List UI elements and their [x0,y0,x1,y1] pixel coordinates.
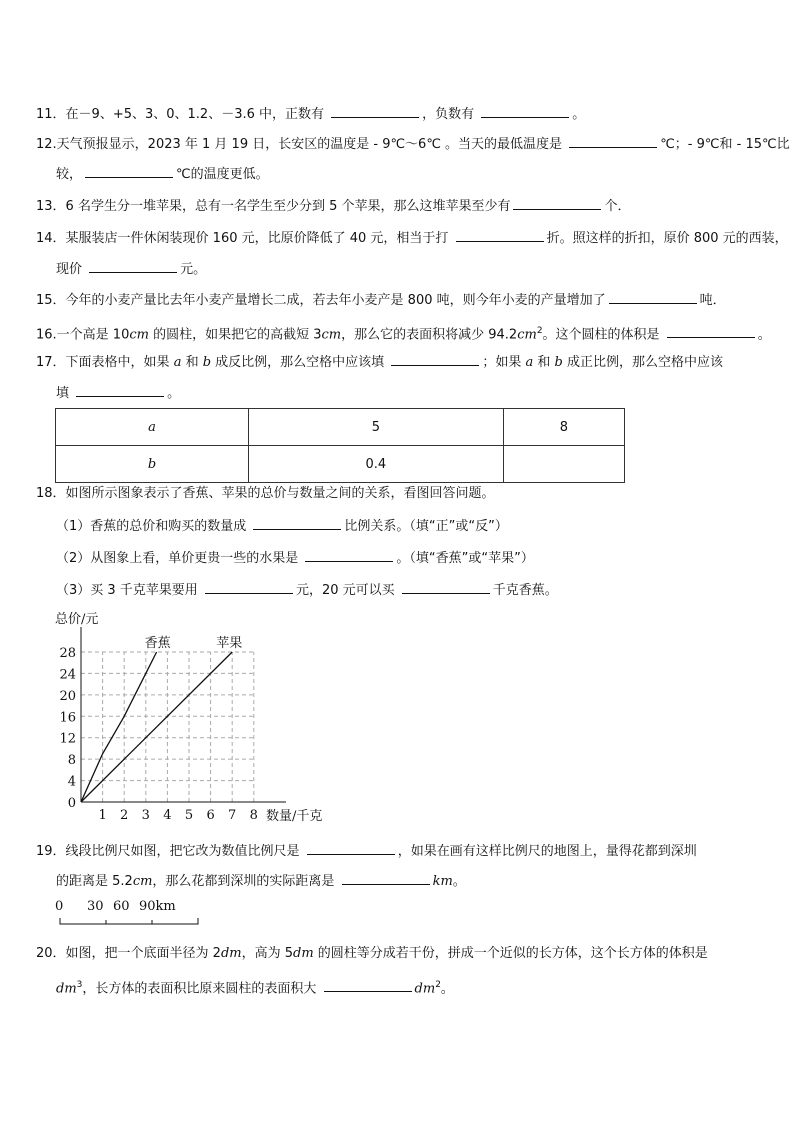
math-variable: cm [517,327,537,343]
question-text: 。（填“香蕉”或“苹果”） [396,551,534,566]
answer-blank[interactable] [481,104,569,118]
math-variable: dm [414,981,436,997]
math-variable: dm [220,946,242,961]
question-text: ，如果在画有这样比例尺的地图上，量得花都到深圳 [397,844,697,859]
superscript: 2 [435,980,441,990]
y-tick-label: 28 [59,646,76,661]
y-tick-label: 4 [67,774,76,790]
series-label: 香蕉 [144,636,171,651]
question-18-2 [56,548,534,568]
question-text: 15．今年的小麦产量比去年小麦产量增长二成，若去年小麦产是 800 吨，则今年小麦的产量增加了 [36,293,606,308]
question-11 [36,104,585,124]
question-text: 11．在－9、+5、3、0、1.2、－3.6 中，正数有 [36,107,329,122]
empty-cell [503,446,624,483]
math-variable: a [525,355,534,370]
table-row [56,446,625,483]
answer-blank[interactable] [205,580,293,594]
question-text: 元。 [180,262,207,277]
question-text: ；如果 [482,355,526,370]
answer-blank[interactable] [331,104,419,118]
y-tick-label: 0 [67,796,76,811]
question-19 [36,841,697,861]
x-tick-label: 1 [98,808,107,823]
x-tick-label: 7 [228,808,237,823]
question-20-cont [56,976,454,998]
question-text: 和 [533,355,555,370]
math-variable: dm [293,946,314,961]
question-text: ，高为 5 [241,946,294,961]
series-label: 苹果 [216,636,243,651]
question-text: 比例关系。（填“正”或“反”） [344,519,508,534]
question-text: 的圆柱等分成若干份，拼成一个近似的长方体，这个长方体的体积是 [313,946,708,961]
question-text: 个． [604,199,631,214]
math-variable: cm [321,327,342,343]
question-text: 填 [56,386,74,401]
price-quantity-chart [50,605,350,830]
scale-bar [50,898,200,928]
x-tick-label: 5 [184,808,194,823]
question-text: 折。照这样的折扣，原价 800 元的西装， [546,231,788,246]
answer-blank[interactable] [89,259,177,273]
answer-blank[interactable] [324,978,412,992]
question-text: 成反比例，那么空格中应该填 [211,355,389,370]
scale-label: 90km [139,899,176,914]
table-cell: b [56,446,249,483]
question-text: 现价 [56,262,87,277]
x-tick-label: 3 [141,808,150,823]
math-variable: cm [129,327,149,343]
superscript: 2 [536,326,543,336]
table-cell: 5 [249,409,504,446]
math-variable: b [202,355,212,370]
question-text: ，那么它的表面积将减少 94.2 [341,327,518,343]
question-20 [36,945,708,963]
x-tick-label: 6 [206,808,215,823]
question-17 [36,352,723,372]
answer-blank[interactable] [667,324,755,338]
question-text: 12.天气预报显示，2023 年 1 月 19 日，长安区的温度是 - 9℃～6℃ 。当天的最低温度是 [36,137,567,152]
question-text: 的圆柱，如果把它的高截短 3 [148,327,322,343]
question-14 [36,228,788,248]
question-text: 。 [572,107,586,122]
question-text: 千克香蕉。 [492,583,558,598]
scale-label: 30 [87,899,104,914]
table-row [56,409,625,446]
question-text: 。 [440,981,454,997]
scale-line [60,918,198,924]
question-text: 成正比例，那么空格中应该 [562,355,723,370]
scale-label: 60 [113,899,130,914]
question-12 [36,134,790,154]
question-16 [36,322,771,344]
question-text: 。 [167,386,181,401]
x-tick-label: 2 [120,808,129,823]
table-cell: a [56,409,249,446]
table-cell: 8 [503,409,624,446]
answer-blank[interactable] [513,196,601,210]
series-line-0 [81,652,157,802]
question-text: 20．如图，把一个底面半径为 2 [36,946,221,961]
question-text: 的距离是 5.2 [56,874,133,889]
scale-label: 0 [55,899,64,914]
question-12-cont [56,164,269,184]
y-axis-label: 总价/元 [55,612,99,627]
question-18-3 [56,580,558,600]
y-tick-label: 12 [59,731,76,747]
math-variable: dm [56,981,77,997]
question-text: 19．线段比例尺如图，把它改为数值比例尺是 [36,844,304,859]
answer-blank[interactable] [456,228,544,242]
question-text: 。 [452,874,466,889]
answer-blank[interactable] [76,383,164,397]
question-text: 18．如图所示图象表示了香蕉、苹果的总价与数量之间的关系，看图回答问题。 [36,486,495,501]
y-tick-label: 20 [59,688,76,704]
math-variable: a [173,355,182,370]
answer-blank[interactable] [609,290,697,304]
math-variable: cm [132,874,153,889]
question-text: ℃的温度更低。 [176,167,269,182]
x-axis-label: 数量/千克 [266,809,323,824]
question-text: 17．下面表格中，如果 [36,355,174,370]
table-cell: 0.4 [249,446,504,483]
answer-blank[interactable] [342,871,430,885]
math-variable: b [554,355,563,370]
x-tick-label: 8 [249,808,258,823]
question-text: ，负数有 [422,107,479,122]
y-tick-label: 8 [67,753,76,769]
question-text: 16.一个高是 10 [36,327,130,343]
question-text: ，那么花都到深圳的实际距离是 [152,874,339,889]
math-variable: km [432,874,453,889]
question-13 [36,196,631,216]
question-18-1 [56,516,508,536]
y-tick-label: 16 [59,710,76,726]
series-line-1 [81,652,232,802]
question-text: 吨． [699,293,726,308]
answer-blank[interactable] [307,841,395,855]
question-18 [36,485,495,503]
answer-blank[interactable] [391,352,479,366]
ratio-table [55,408,625,483]
question-text: （3）买 3 千克苹果要用 [56,583,202,598]
x-tick-label: 4 [163,808,172,823]
question-text: 。这个圆柱的体积是 [542,327,664,343]
question-text: 和 [181,355,203,370]
question-text: ℃；- 9℃和 - 15℃比 [660,137,790,152]
answer-blank[interactable] [253,516,341,530]
question-text: 较， [56,167,83,182]
superscript: 3 [76,980,83,990]
question-text: 14．某服装店一件休闲装现价 160 元，比原价降低了 40 元，相当于打 [36,231,453,246]
question-text: 13．6 名学生分一堆苹果，总有一名学生至少分到 5 个苹果，那么这堆苹果至少有 [36,199,511,214]
question-text: ，长方体的表面积比原来圆柱的表面积大 [82,981,321,997]
answer-blank[interactable] [402,580,490,594]
question-17-cont [56,383,180,403]
question-text: （1）香蕉的总价和购买的数量成 [56,519,251,534]
answer-blank[interactable] [305,548,393,562]
question-19-cont [56,871,466,891]
question-text: 。 [757,327,771,343]
answer-blank[interactable] [85,164,173,178]
y-tick-label: 24 [59,667,76,683]
question-text: 元，20 元可以买 [295,583,399,598]
question-15 [36,290,726,310]
question-14-cont [56,259,206,279]
answer-blank[interactable] [569,134,657,148]
question-text: （2）从图象上看，单价更贵一些的水果是 [56,551,303,566]
